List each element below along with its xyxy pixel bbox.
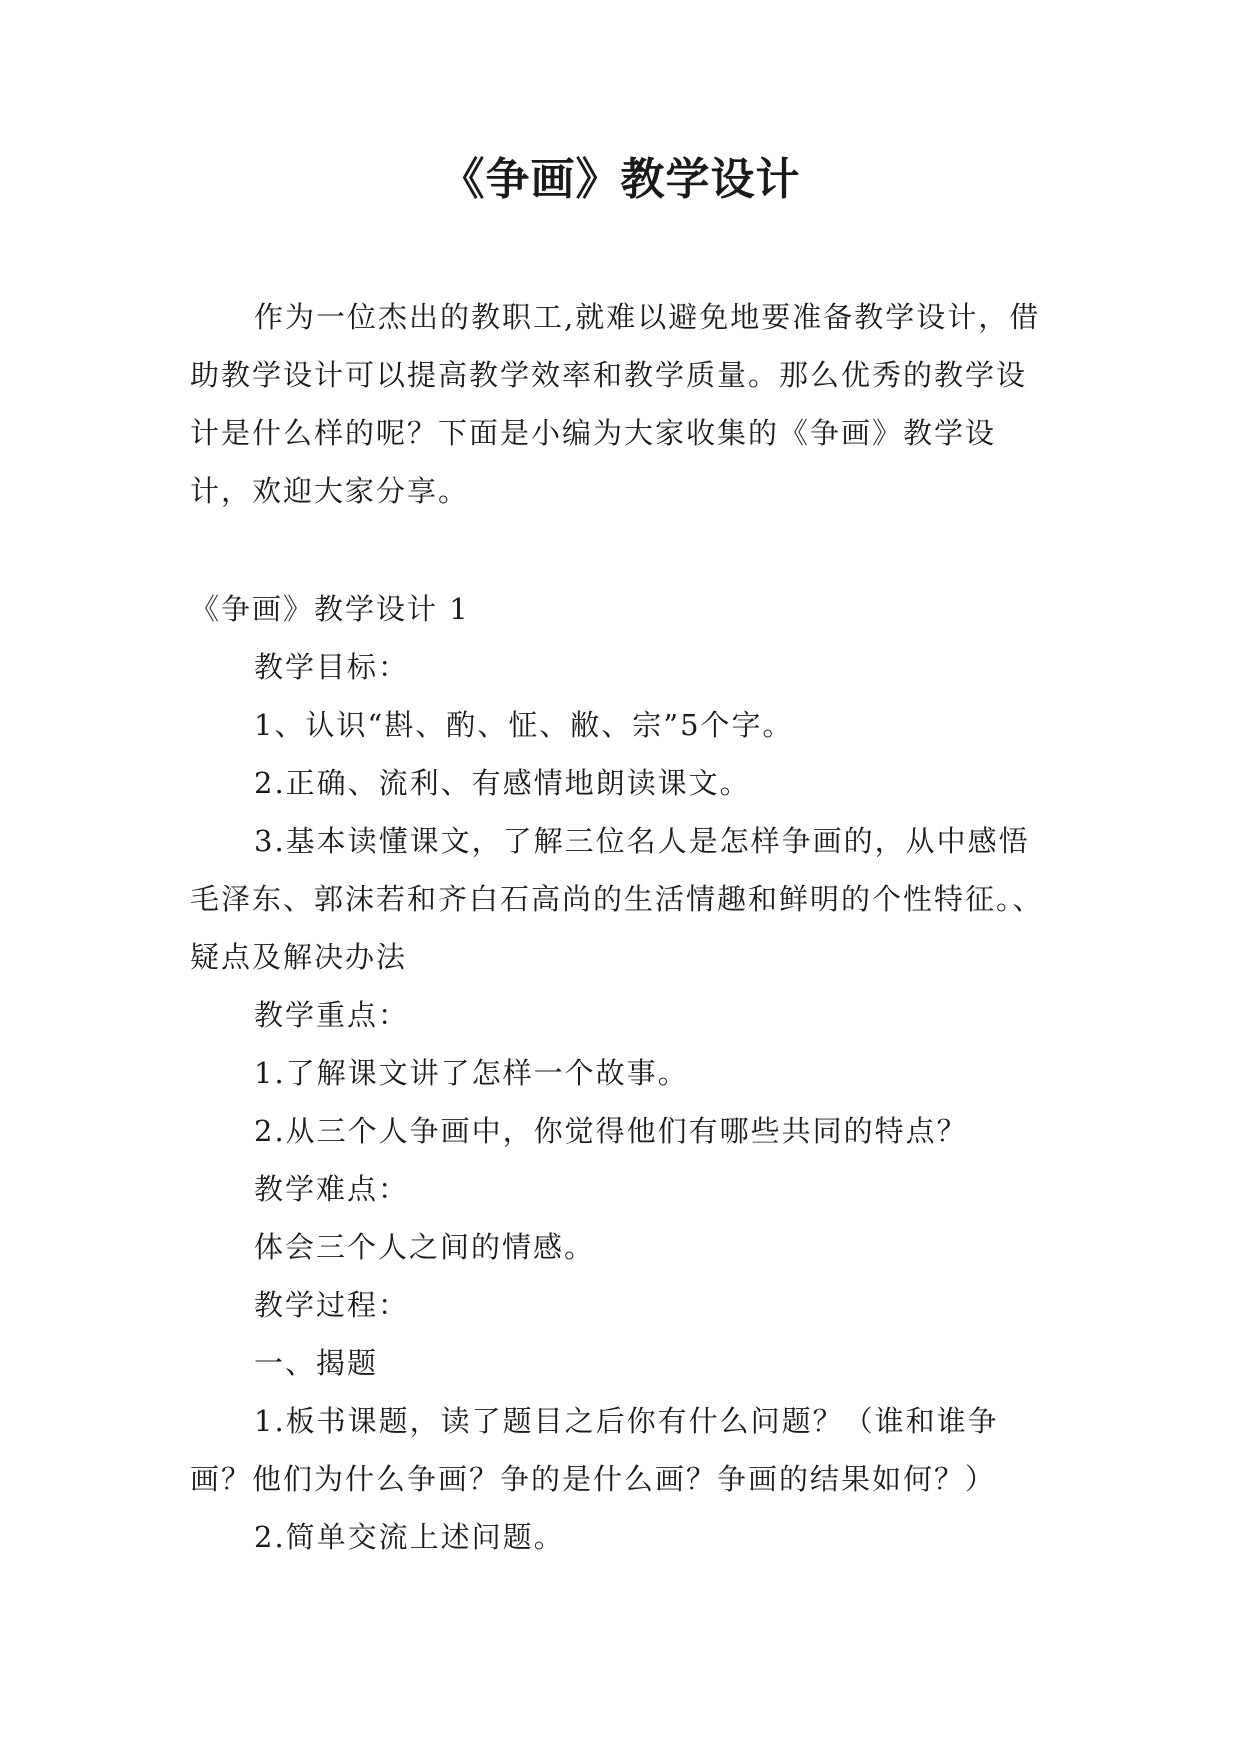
intro-paragraph: 作为一位杰出的教职工,就难以避免地要准备教学设计，借助教学设计可以提高教学效率和教学质量。那么优秀的教学设计是什么样的呢？下面是小编为大家收集的《争画》教学设计，欢迎大家分享。	[190, 300, 1041, 508]
objective-2: 2.正确、流利、有感情地朗读课文。	[254, 766, 751, 800]
process-label: 教学过程：	[254, 1288, 410, 1322]
lesson-plan-section	[190, 580, 1052, 1566]
step-1-item-2: 2.简单交流上述问题。	[254, 1520, 565, 1554]
objective-3: 3.基本读懂课文，了解三位名人是怎样争画的，从中感悟毛泽东、郭沫若和齐白石高尚的生活情趣和鲜明的个性特征。、疑点及解决办法	[190, 824, 1044, 974]
objective-1: 1、认识“斟、酌、怔、敝、宗”5个字。	[254, 708, 794, 742]
step-1-item-1: 1.板书课题，读了题目之后你有什么问题？（谁和谁争画？他们为什么争画？争的是什么画？争画的结果如何？）	[190, 1404, 999, 1496]
section-heading: 《争画》教学设计 1	[190, 592, 470, 626]
step-1-heading: 一、揭题	[254, 1346, 379, 1380]
difficulty-1: 体会三个人之间的情感。	[254, 1230, 596, 1264]
key-point-2: 2.从三个人争画中，你觉得他们有哪些共同的特点？	[254, 1114, 968, 1148]
objectives-label: 教学目标：	[254, 650, 410, 684]
document-title: 《争画》教学设计	[440, 154, 801, 205]
key-point-1: 1.了解课文讲了怎样一个故事。	[254, 1056, 689, 1090]
difficulty-label: 教学难点：	[254, 1172, 410, 1206]
key-points-label: 教学重点：	[254, 998, 410, 1032]
